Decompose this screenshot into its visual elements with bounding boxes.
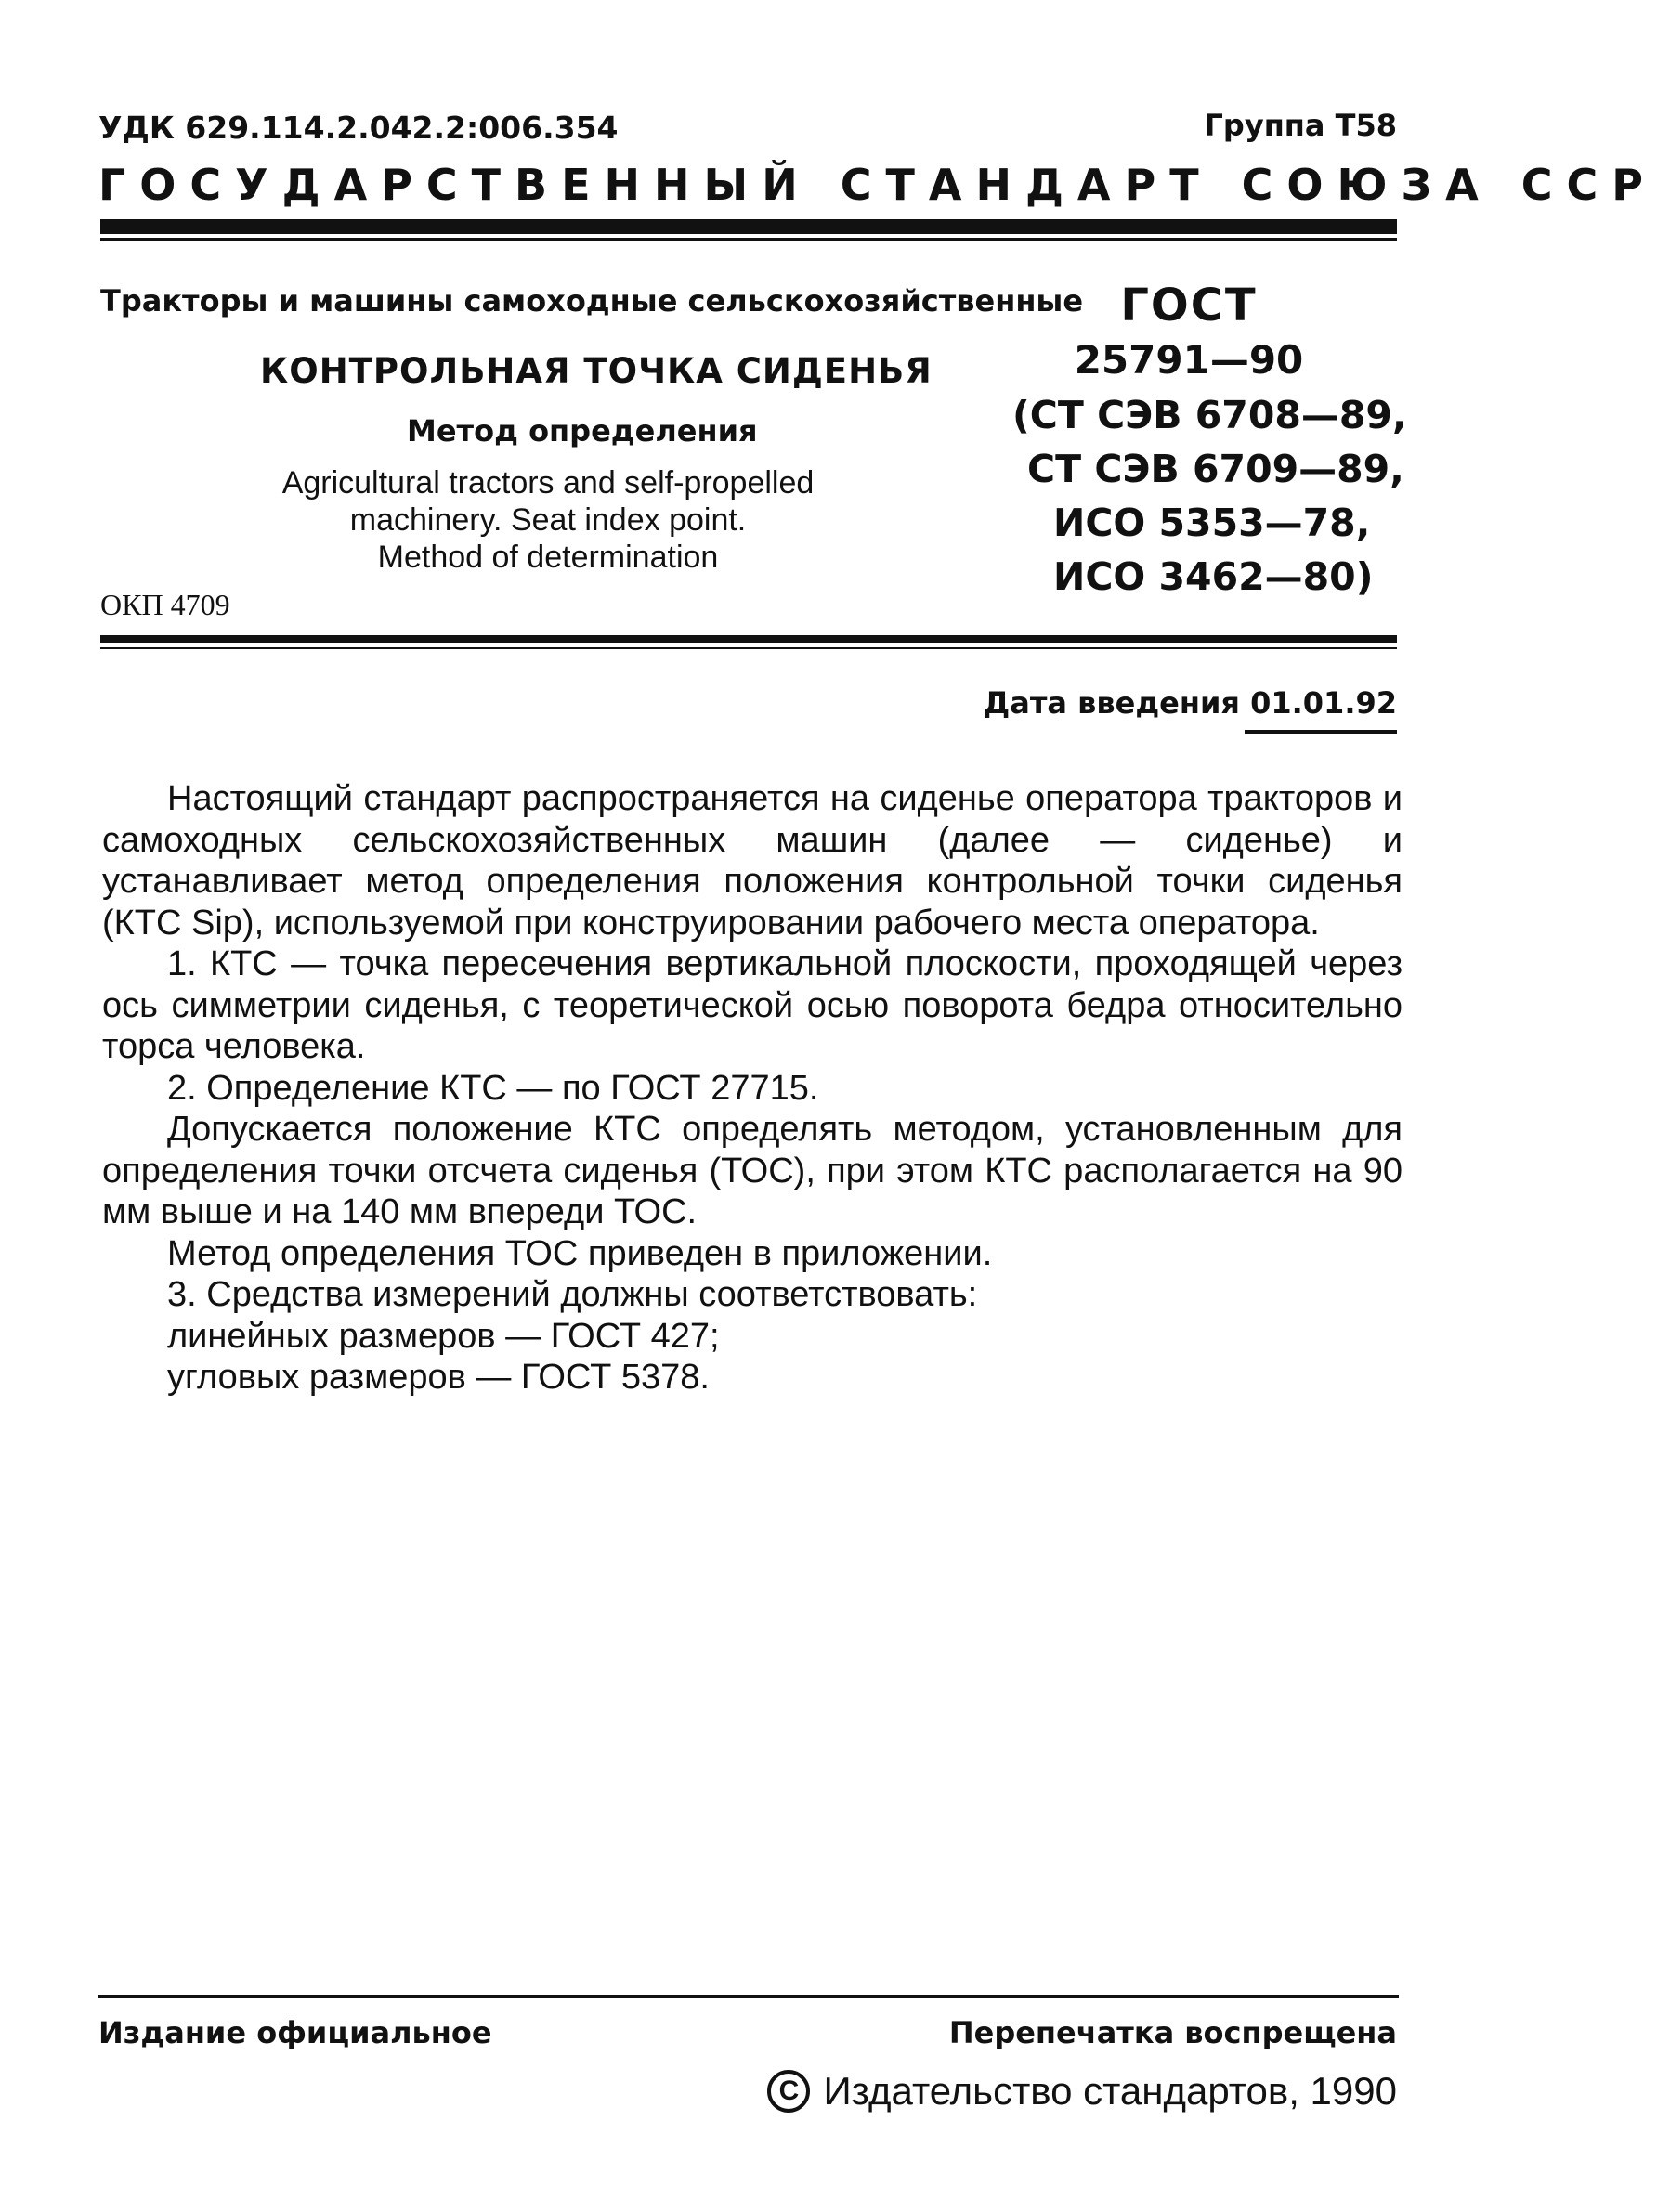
main-title: КОНТРОЛЬНАЯ ТОЧКА СИДЕНЬЯ [260, 351, 933, 391]
gost-number: 25791—90 [1074, 337, 1304, 383]
middle-thin-rule [100, 647, 1397, 649]
english-title-line-2: machinery. Seat index point. [349, 502, 747, 538]
gost-references [1012, 388, 1407, 604]
official-edition-label: Издание официальное [98, 2015, 492, 2050]
gost-ref-item: (СТ СЭВ 6708—89, [1012, 393, 1407, 437]
method-subtitle: Метод определения [407, 413, 758, 449]
body-paragraph: Допускается положение КТС определять методом, установленным для определения точки отсчета сиденья (ТОС), при этом КТС располагается на 90 мм выше и на 140 мм впереди ТОС. [102, 1110, 1403, 1231]
publisher-text: Издательство стандартов, 1990 [823, 2069, 1397, 2113]
gost-ref-item: ИСО 3462—80) [1053, 554, 1374, 599]
gost-ref-item: СТ СЭВ 6709—89, [1027, 447, 1404, 491]
body-paragraph: 3. Средства измерений должны соответствовать: [167, 1275, 978, 1314]
gost-ref-item: ИСО 5353—78, [1053, 501, 1371, 545]
body-paragraph: Настоящий стандарт распространяется на сиденье оператора тракторов и самоходных сельскохозяйственных машин (далее — сиденье) и устанавливает метод определения положения контрольной точки сиденья (КТС Sip), используемой при конструировании рабочего места оператора. [102, 779, 1403, 943]
middle-thick-rule [100, 635, 1397, 643]
copyright-icon: C [767, 2070, 810, 2113]
udk-code: УДК 629.114.2.042.2:006.354 [98, 110, 619, 146]
group-code: Группа Т58 [1204, 108, 1397, 143]
body-text [102, 778, 1403, 1399]
reprint-prohibited-label: Перепечатка воспрещена [948, 2015, 1397, 2050]
top-thick-rule [100, 219, 1397, 234]
date-underline [1245, 730, 1397, 734]
body-paragraph: линейных размеров — ГОСТ 427; [167, 1316, 720, 1356]
body-paragraph: 1. КТС — точка пересечения вертикальной плоскости, проходящей через ось симметрии сиденья, с теоретической осью поворота бедра относительно торса человека. [102, 944, 1403, 1066]
body-paragraph: 2. Определение КТС — по ГОСТ 27715. [167, 1068, 819, 1108]
english-title [186, 464, 910, 576]
gost-block [1012, 279, 1407, 604]
body-paragraph: угловых размеров — ГОСТ 5378. [167, 1358, 710, 1397]
copyright-line [767, 2069, 1397, 2114]
introduction-date: Дата введения 01.01.92 [983, 685, 1397, 721]
body-paragraph: Метод определения ТОС приведен в приложении. [167, 1233, 993, 1273]
english-title-line-3: Method of determination [377, 540, 719, 575]
okp-code: ОКП 4709 [100, 588, 230, 621]
english-title-line-1: Agricultural tractors and self-propelled [281, 465, 815, 501]
gost-label: ГОСТ [1120, 280, 1258, 332]
state-standard-title: ГОСУДАРСТВЕННЫЙ СТАНДАРТ СОЮЗА ССР [98, 160, 1657, 210]
subject-line: Тракторы и машины самоходные сельскохозяйственные [100, 283, 1084, 319]
bottom-rule [98, 1995, 1399, 1998]
top-thin-rule [100, 238, 1397, 241]
